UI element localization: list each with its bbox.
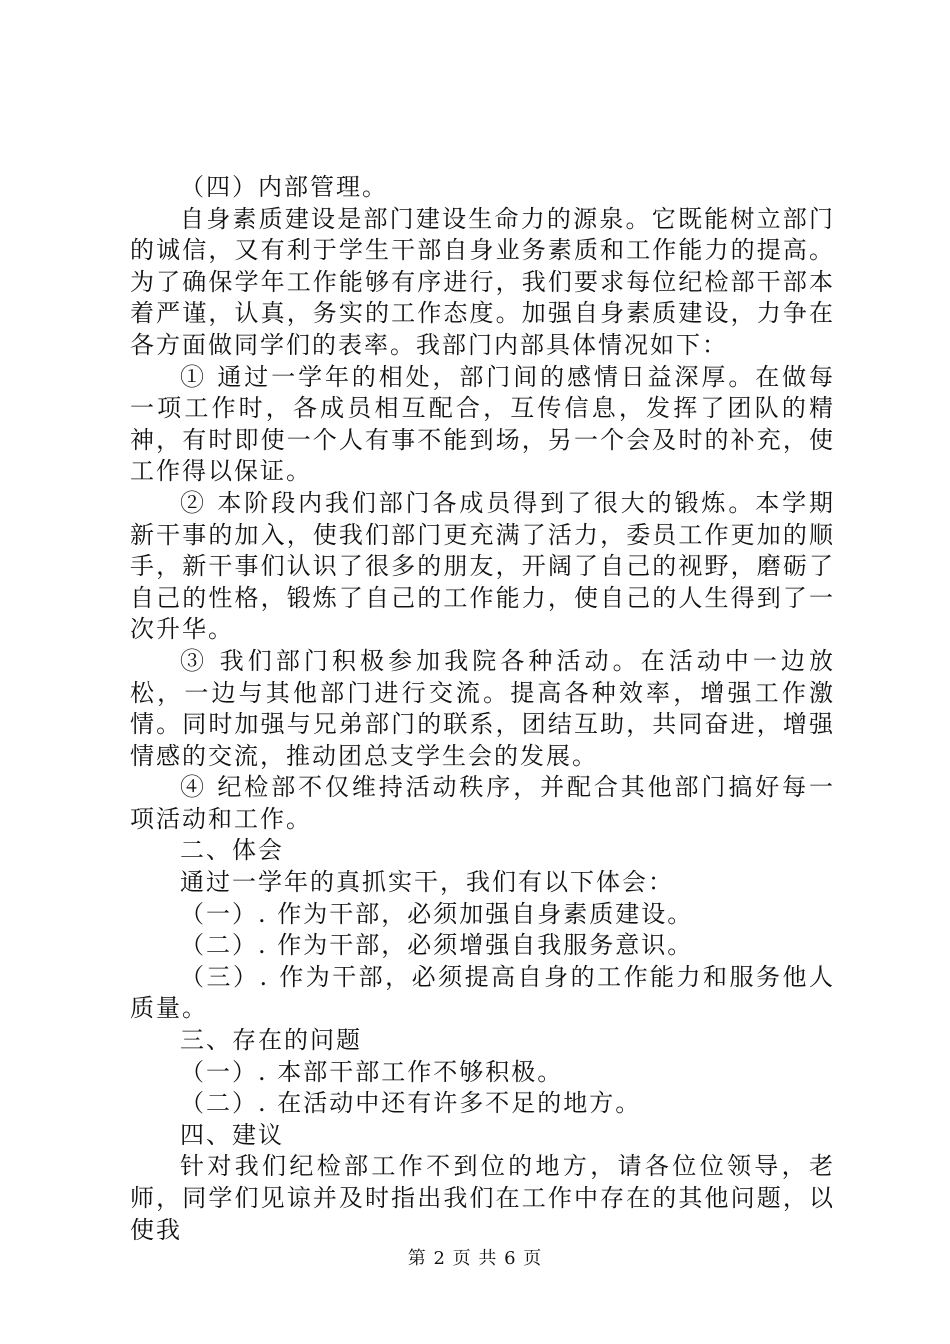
list-item: （二）. 作为干部，必须增强自我服务意识。: [180, 931, 694, 960]
paragraph: 针对我们纪检部工作不到位的地方，请各位位领导，老师，同学们见谅并及时指出我们在工作中存在的其他问题，以使我: [130, 1152, 835, 1244]
list-item: ③ 我们部门积极参加我院各种活动。在活动中一边放松，一边与其他部门进行交流。提高各种效率，增强工作激情。同时加强与兄弟部门的联系，团结互助，共同奋进，增强情感的交流，推动团总支学生会的发展。: [130, 646, 835, 770]
list-item: （一）. 本部干部工作不够积极。: [180, 1057, 564, 1086]
section-heading: 四、建议: [180, 1120, 284, 1149]
page-footer: [0, 1244, 950, 1270]
section-heading: 三、存在的问题: [180, 1026, 362, 1055]
list-item: ① 通过一学年的相处，部门间的感情日益深厚。在做每一项工作时，各成员相互配合，互传信息，发挥了团队的精神，有时即使一个人有事不能到场，另一个会及时的补充，使工作得以保证。: [130, 362, 835, 486]
list-item: ② 本阶段内我们部门各成员得到了很大的锻炼。本学期新干事的加入，使我们部门更充满了活力，委员工作更加的顺手，新干事们认识了很多的朋友，开阔了自己的视野，磨砺了自己的性格，锻炼了自己的工作能力，使自己的人生得到了一次升华。: [130, 488, 835, 644]
section-heading: （四）内部管理。: [180, 173, 388, 201]
page-number: 第 2 页 共 6 页: [407, 1248, 543, 1269]
section-heading: 二、体会: [180, 836, 284, 865]
paragraph: 通过一学年的真抓实干，我们有以下体会：: [180, 868, 674, 897]
list-item: ④ 纪检部不仅维持活动秩序，并配合其他部门搞好每一项活动和工作。: [130, 773, 835, 833]
paragraph: 自身素质建设是部门建设生命力的源泉。它既能树立部门的诚信，又有利于学生干部自身业务素质和工作能力的提高。为了确保学年工作能够有序进行，我们要求每位纪检部干部本着严谨，认真，务实的工作态度。加强自身素质建设，力争在各方面做同学们的表率。我部门内部具体情况如下：: [130, 204, 835, 359]
list-item: （二）. 在活动中还有许多不足的地方。: [180, 1089, 642, 1118]
list-item: （一）. 作为干部，必须加强自身素质建设。: [180, 899, 694, 928]
list-item: （三）. 作为干部，必须提高自身的工作能力和服务他人质量。: [130, 962, 835, 1023]
document-body: [130, 172, 835, 1246]
